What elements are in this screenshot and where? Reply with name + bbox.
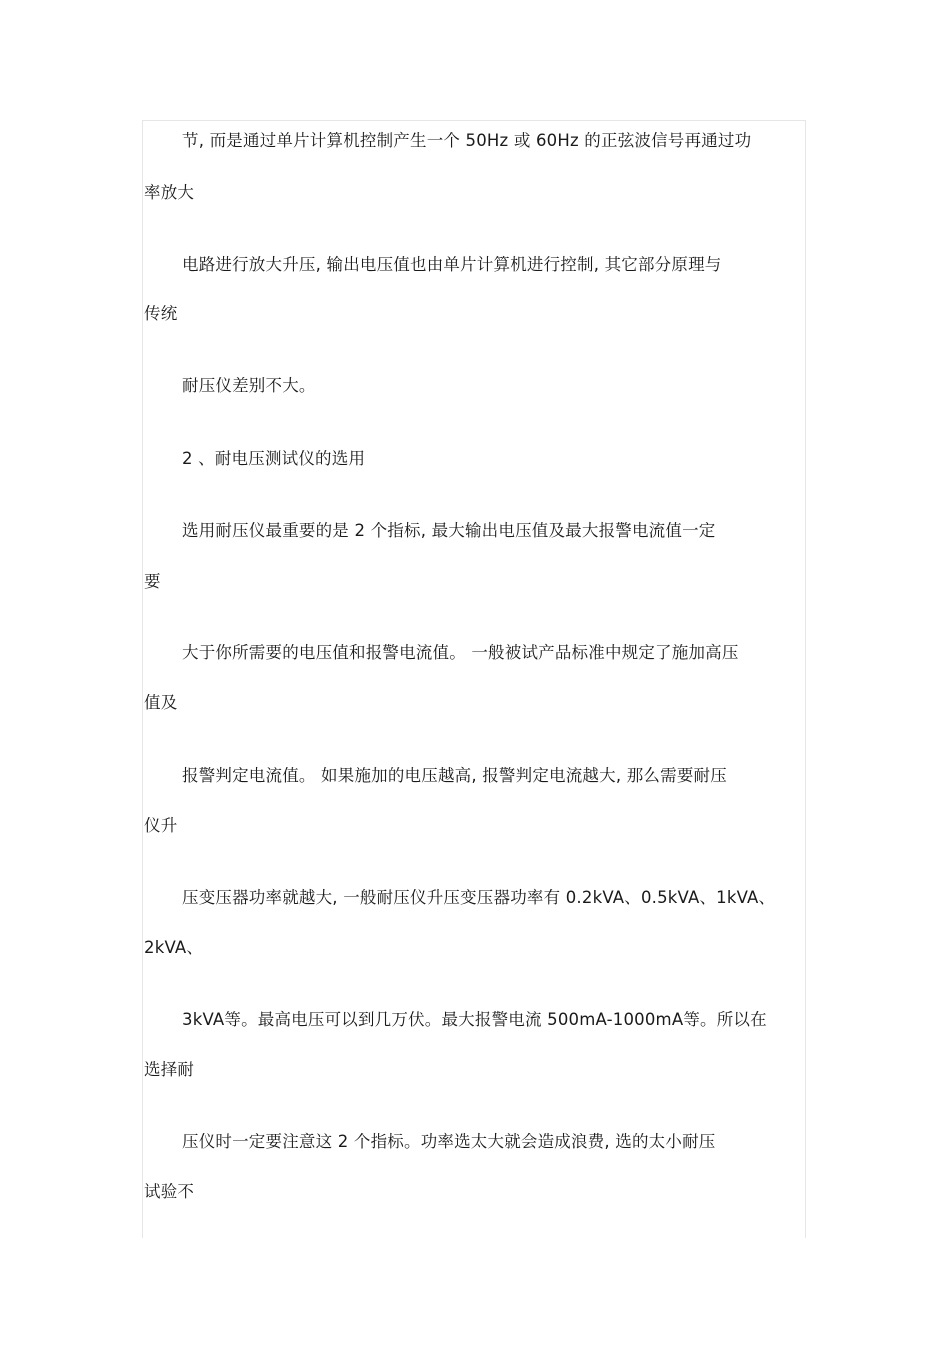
text-line-15: 3kVA等。最高电压可以到几万伏。最大报警电流 500mA-1000mA等。所以在 xyxy=(182,1010,767,1029)
section-heading: 2 、耐电压测试仪的选用 xyxy=(182,449,366,468)
text-line-2: 率放大 xyxy=(144,183,195,202)
text-line-10: 值及 xyxy=(144,693,178,712)
text-line-5: 耐压仪差别不大。 xyxy=(182,376,316,395)
text-line-17: 压仪时一定要注意这 2 个指标。功率选太大就会造成浪费, 选的太小耐压 xyxy=(182,1132,716,1151)
text-line-18: 试验不 xyxy=(144,1182,195,1201)
text-line-1: 节, 而是通过单片计算机控制产生一个 50Hz 或 60Hz 的正弦波信号再通过功 xyxy=(182,131,752,150)
page-frame xyxy=(142,120,806,1238)
text-line-11: 报警判定电流值。 如果施加的电压越高, 报警判定电流越大, 那么需要耐压 xyxy=(182,766,727,785)
text-line-3: 电路进行放大升压, 输出电压值也由单片计算机进行控制, 其它部分原理与 xyxy=(182,255,722,274)
text-line-16: 选择耐 xyxy=(144,1060,195,1079)
text-line-9: 大于你所需要的电压值和报警电流值。 一般被试产品标准中规定了施加高压 xyxy=(182,643,739,662)
text-line-14: 2kVA、 xyxy=(144,938,204,957)
text-line-12: 仪升 xyxy=(144,816,178,835)
text-line-13: 压变压器功率就越大, 一般耐压仪升压变压器功率有 0.2kVA、0.5kVA、1kVA、 xyxy=(182,888,776,907)
text-line-4: 传统 xyxy=(144,304,178,323)
text-line-8: 要 xyxy=(144,572,161,591)
text-line-7: 选用耐压仪最重要的是 2 个指标, 最大输出电压值及最大报警电流值一定 xyxy=(182,521,716,540)
